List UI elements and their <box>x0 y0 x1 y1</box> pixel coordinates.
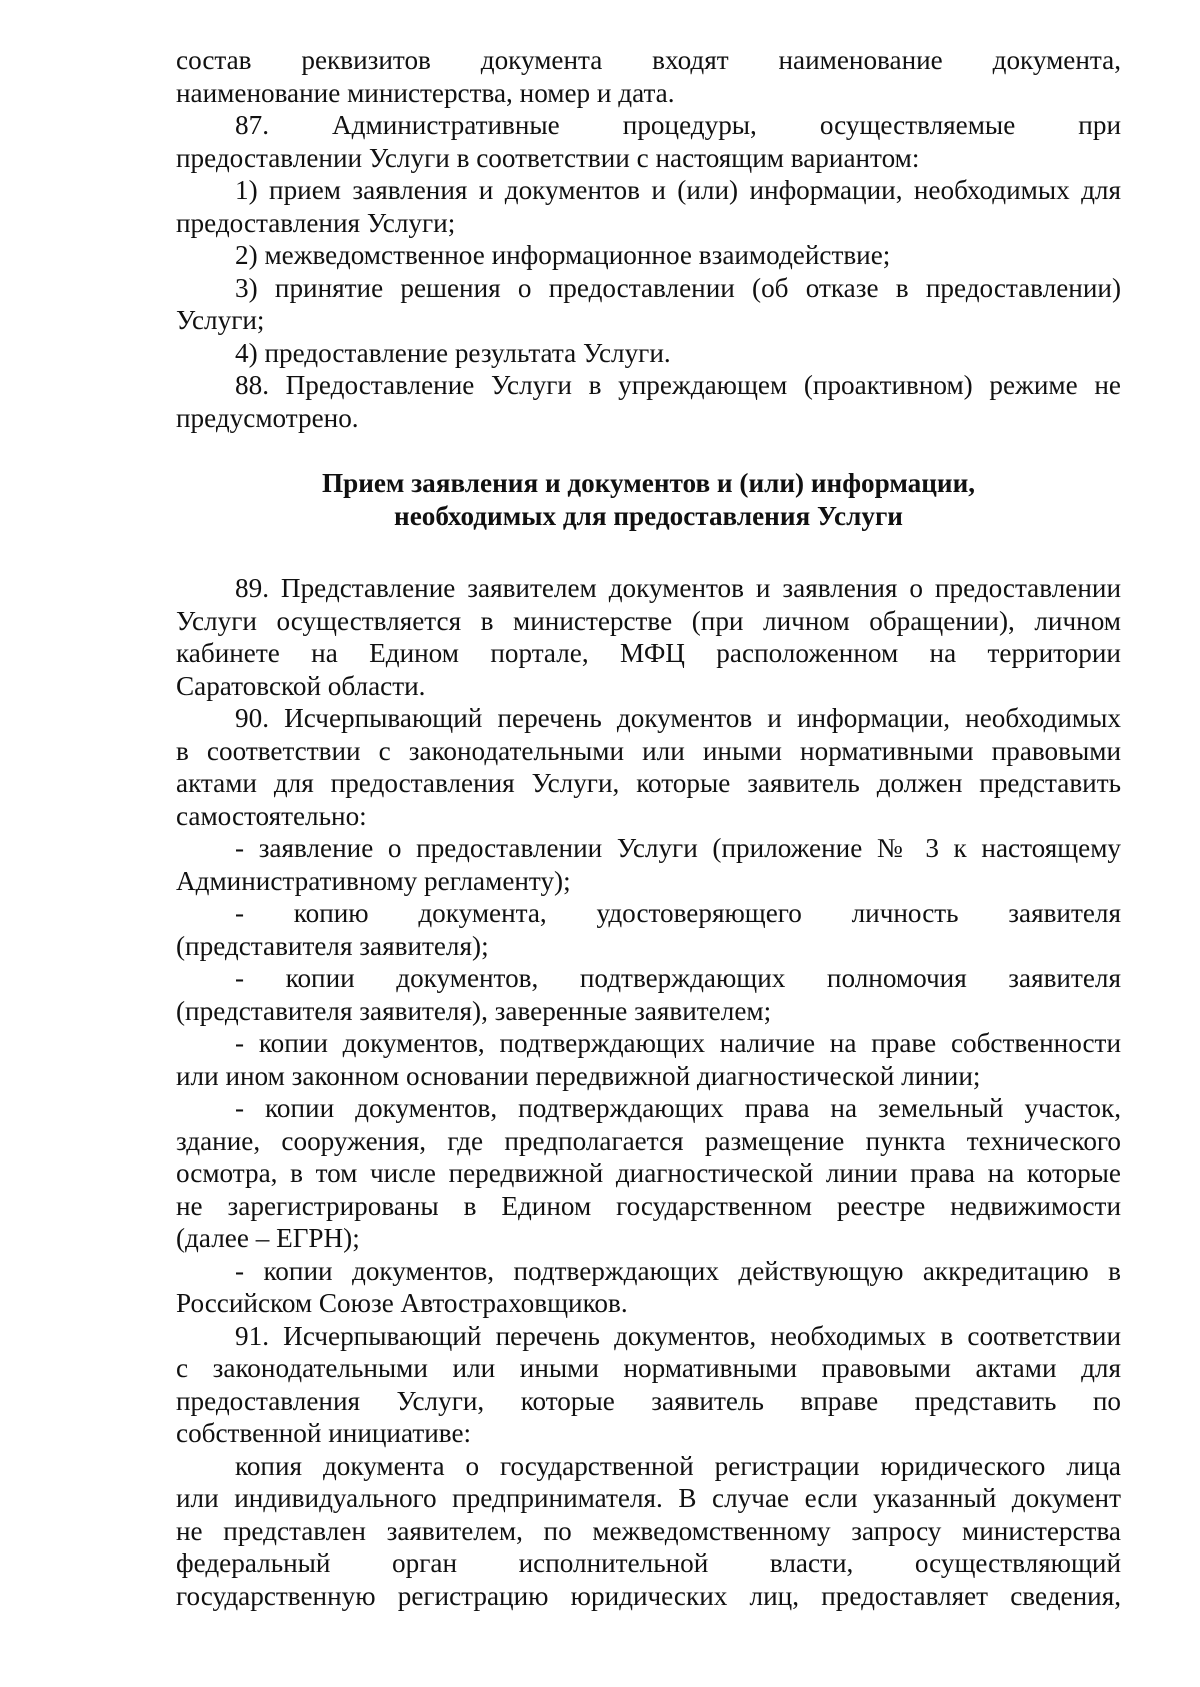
list-item-3-line: Услуги; <box>176 305 265 335</box>
paragraph-90-line: в соответствии с законодательными или иными нормативными правовыми <box>176 735 1121 766</box>
document-list-item-line: здание, сооружения, где предполагается размещение пункта технического <box>176 1125 1121 1156</box>
section-heading-line: необходимых для предоставления Услуги <box>394 500 903 531</box>
paragraph-91-line: предоставления Услуги, которые заявитель вправе представить по <box>176 1385 1121 1416</box>
paragraph-89-line: Услуги осуществляется в министерстве (при личном обращении), личном <box>176 605 1121 636</box>
paragraph-90-line: актами для предоставления Услуги, которые заявитель должен представить <box>176 768 1121 798</box>
document-list-item-line: (представителя заявителя); <box>176 930 489 961</box>
document-list-item-line: - копию документа, удостоверяющего личность заявителя <box>235 898 1121 928</box>
paragraph-line: государственную регистрацию юридических лиц, предоставляет сведения, <box>176 1580 1121 1611</box>
document-list-item-line: - копии документов, подтверждающих права на земельный участок, <box>235 1093 1121 1123</box>
document-list-item-line: осмотра, в том числе передвижной диагностической линии права на которые <box>176 1158 1121 1188</box>
paragraph-89-line: 89. Представление заявителем документов и заявления о предоставлении <box>235 573 1121 603</box>
paragraph-90-line: 90. Исчерпывающий перечень документов и информации, необходимых <box>235 703 1121 733</box>
document-list-item-line: или ином законном основании передвижной диагностической линии; <box>176 1060 981 1091</box>
paragraph-89-line: кабинете на Едином портале, МФЦ расположенном на территории <box>176 638 1121 668</box>
document-list-item-line: (далее – ЕГРН); <box>176 1223 360 1253</box>
document-page <box>176 44 1121 1612</box>
list-item-1-line: 1) прием заявления и документов и (или) информации, необходимых для <box>235 175 1121 205</box>
document-list-item-line: Административному регламенту); <box>176 865 571 896</box>
paragraph-line: федеральный орган исполнительной власти, осуществляющий <box>176 1548 1121 1578</box>
list-item-4: 4) предоставление результата Услуги. <box>235 337 671 368</box>
paragraph-line: не представлен заявителем, по межведомственному запросу министерства <box>176 1515 1121 1546</box>
paragraph-88-line: 88. Предоставление Услуги в упреждающем (проактивном) режиме не <box>235 370 1121 400</box>
paragraph-91-line: собственной инициативе: <box>176 1418 472 1448</box>
paragraph-91-line: 91. Исчерпывающий перечень документов, необходимых в соответствии <box>235 1320 1121 1351</box>
list-item-1-line: предоставления Услуги; <box>176 207 456 238</box>
document-list-item-line: Российском Союзе Автостраховщиков. <box>176 1288 628 1318</box>
document-list-item-line: - копии документов, подтверждающих действующую аккредитацию в <box>235 1255 1121 1286</box>
list-item-3-line: 3) принятие решения о предоставлении (об отказе в предоставлении) <box>235 272 1121 303</box>
paragraph-87-line: предоставлении Услуги в соответствии с настоящим вариантом: <box>176 142 920 173</box>
paragraph-90-line: самостоятельно: <box>176 800 367 831</box>
document-list-item-line: - копии документов, подтверждающих полномочия заявителя <box>235 963 1121 993</box>
paragraph-87-line: 87. Административные процедуры, осуществляемые при <box>235 110 1121 140</box>
paragraph-91-line: с законодательными или иными нормативными правовыми актами для <box>176 1353 1121 1383</box>
document-list-item-line: - заявление о предоставлении Услуги (приложение № 3 к настоящему <box>235 833 1121 863</box>
document-list-item-line: не зарегистрированы в Едином государственном реестре недвижимости <box>176 1190 1121 1221</box>
paragraph-line: или индивидуального предпринимателя. В случае если указанный документ <box>176 1483 1121 1513</box>
section-heading-line: Прием заявления и документов и (или) информации, <box>321 468 976 498</box>
document-list-item-line: - копии документов, подтверждающих наличие на праве собственности <box>235 1028 1121 1058</box>
text-line: наименование министерства, номер и дата. <box>176 77 675 108</box>
paragraph-88-line: предусмотрено. <box>176 402 359 433</box>
list-item-2: 2) межведомственное информационное взаимодействие; <box>235 240 891 270</box>
paragraph-89-line: Саратовской области. <box>176 670 426 701</box>
text-line: состав реквизитов документа входят наименование документа, <box>176 45 1121 75</box>
section-heading <box>176 467 1121 532</box>
document-list-item-line: (представителя заявителя), заверенные заявителем; <box>176 995 772 1026</box>
paragraph-line: копия документа о государственной регистрации юридического лица <box>235 1450 1121 1481</box>
